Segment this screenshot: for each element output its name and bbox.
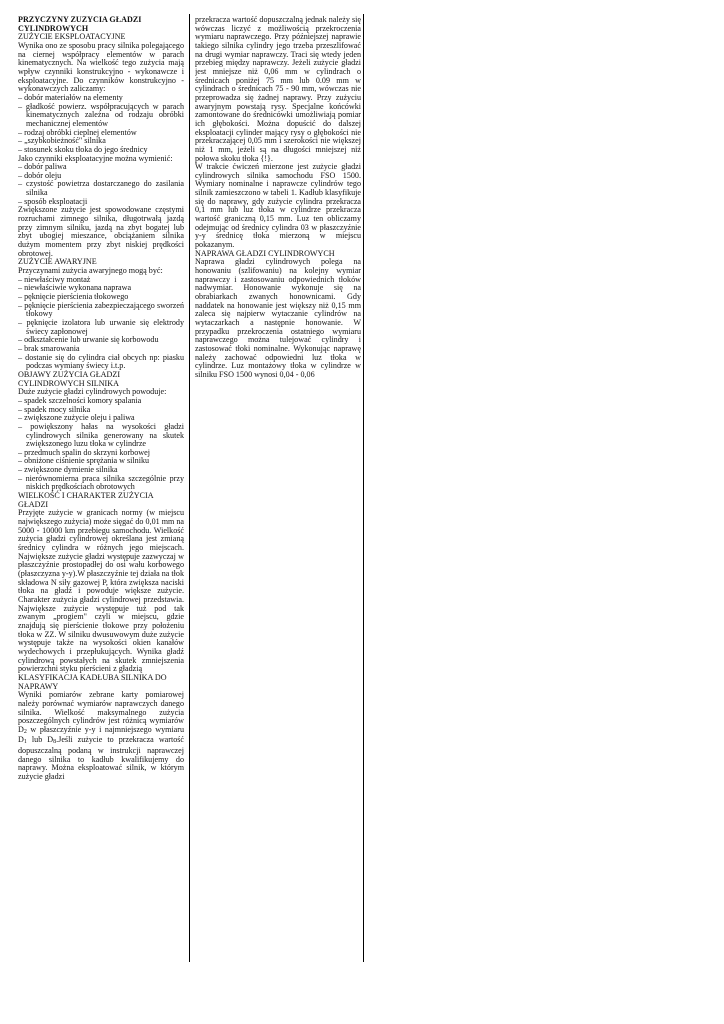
list-item: – odkształcenie lub urwanie się korbowodu: [18, 336, 184, 345]
list-item: – rodzaj obróbki cieplnej elementów: [18, 129, 184, 138]
section-heading: KLASYFIKACJA KADŁUBA SILNIKA DO NAPRAWY: [18, 672, 167, 691]
subscript: 2: [23, 728, 27, 735]
list-item: – czystość powietrza dostarczanego do zasilania silnika: [18, 180, 184, 197]
list-item: – przedmuch spalin do skrzyni korbowej: [18, 449, 184, 458]
paragraph: Jako czynniki eksploatacyjne można wymienić:: [18, 153, 173, 163]
text-run: Wyniki pomiarów zebrane karty pomiarowej należy porównać wymiarów naprawczych danego silnika. Wielkość maksymalnego zużycia poszczególnych cylindrów jest różnicą wymiarów D: [18, 690, 184, 734]
text-run: .Jeśli zużycie to przekracza wartość dopuszczalną podaną w instrukcji naprawczej danego silnika to kadłub kwalifikujemy do naprawy. Można eksploatować silnik, w którym zużycie gładzi: [18, 735, 184, 782]
list-item: – powiększony hałas na wysokości gładzi cylindrowych silnika generowany na skutek zwiększonego luzu tłoka w cylindrze: [18, 423, 184, 449]
list-item: – spadek szczelności komory spalania: [18, 397, 184, 406]
list-item: – sposób eksploatacji: [18, 198, 184, 207]
list-item: – pęknięcie izolatora lub urwanie się elektrody świecy zapłonowej: [18, 319, 184, 336]
list-item: – nierównomierna praca silnika szczególnie przy niskich prędkościach obrotowych: [18, 475, 184, 492]
paragraph: Wynika ono ze sposobu pracy silnika polegającego na ciernej współpracy elementów w parach kinematycznych. Na wielkość tego zużycia mają wpływ czynniki konstrukcyjno - wykonawcze i eksploatacyjne. Do czynników konstrukcyjno - wykonawczych zaliczamy:: [18, 40, 184, 94]
list-item: – dobór paliwa: [18, 163, 184, 172]
list-item: – niewłaściwie wykonana naprawa: [18, 284, 184, 293]
list-item: – dobór materiałów na elementy: [18, 94, 184, 103]
text-column-left: [18, 16, 184, 961]
list-item: – dobór oleju: [18, 172, 184, 181]
column-rule-left: [189, 14, 190, 962]
paragraph: Przyjęte zużycie w granicach normy (w miejscu największego zużycia) może sięgać do 0,01 mm na 5000 - 10000 km przebiegu samochodu. Wielkość zużycia gładzi cylindrowej określana jest zmianą średnicy cylindra w różnych jego miejscach. Największe zużycie gładzi występuje zazwyczaj w płaszczyźnie prostopadłej do osi wału korbowego (płaszczyzna y-y).W płaszczyźnie tej działa na tłok składowa N siły gazowej P, która zwiększa naciski tłoka na gładź i powoduje większe zużycie. Charakter zużycia gładzi cylindrowej przedstawia. Największe zużycie występuje tuż pod tak zwanym „progiem" czyli w miejscu, gdzie znajdują się pierścienie tłokowe przy położeniu tłoka w ZZ. W silniku dwusuwowym duże zużycie występuje także na wysokości okien kanałów wydechowych i przepłukujących. Wynika gładź cylindrową powstałych na skutek zmniejszenia powierzchni styku pierścieni z gładzią: [18, 508, 184, 674]
list-item: – brak smarowania: [18, 345, 184, 354]
paragraph: Duże zużycie gładzi cylindrowych powoduje:: [18, 387, 167, 397]
paragraph: Zwiększone zużycie jest spowodowane częstymi rozruchami zimnego silnika, długotrwałą jazdą przy zimnym silniku, jazdą na zbyt bogatej lub zbyt ubogiej mieszance, obciążaniem silnika dużym momentem przy zbyt niskiej prędkości obrotowej.: [18, 205, 184, 258]
list-item: – zwiększone dymienie silnika: [18, 466, 184, 475]
subscript: 1: [23, 739, 27, 746]
list-item: – stosunek skoku tłoka do jego średnicy: [18, 146, 184, 155]
list-item: – obniżone ciśnienie sprężania w silniku: [18, 457, 184, 466]
list-item: – „szybkobieżność" silnika: [18, 137, 184, 146]
paragraph: W trakcie ćwiczeń mierzone jest zużycie gładzi cylindrowych silnika samochodu FSO 1500. Wymiary nominalne i naprawcze cylindrów tego silnik zamieszczono w tabeli 1. Kadłub klasyfikuje się do naprawy, gdy zużycie cylindra przekracza 0,1 mm lub luz tłoka w cylindrze przekracza wartość graniczną 0,15 mm. Luz ten obliczamy odejmując od średnicy cylindra 03 w płaszczyźnie y-y średnicę tłoka mierzoną w miejscu pokazanym.: [195, 162, 361, 250]
paragraph: [18, 691, 184, 782]
list-item: – zwiększone zużycie oleju i paliwa: [18, 414, 184, 423]
section-heading: ZUŻYCIE EKSPLOATACYJNE: [18, 32, 126, 42]
section-heading: OBJAWY ZUŻYCIA GŁADZI CYLINDROWYCH SILNIKA: [18, 369, 121, 388]
section-heading: WIELKOŚĆ I CHARAKTER ZUŻYCIA GŁADZI: [18, 491, 154, 509]
text-run: w płaszczyźnie y-y i najmniejszego wymiaru D: [18, 724, 184, 745]
list-item: – gładkość powierz. współpracujących w parach kinematycznych zależna od rodzaju obróbki mechanicznej elementów: [18, 103, 184, 129]
section-heading: NAPRAWA GŁADZI CYLINDROWYCH: [195, 248, 335, 258]
subscript: 8: [53, 739, 57, 746]
section-heading: ZUŻYCIE AWARYJNE: [18, 257, 97, 267]
list-item: – pęknięcie pierścienia zabezpieczającego sworzeń tłokowy: [18, 302, 184, 319]
paragraph: przekracza wartość dopuszczalną jednak należy się wówczas liczyć z możliwością przekroczenia wymiaru naprawczego. Przy późniejszej naprawie takiego silnika cylindry jego trzeba przeszlifować na drugi wymiar naprawczy. Traci się wtedy jeden przebieg między naprawczy. Jeżeli zużycie gładzi jest mniejsze niż 0,06 mm w cylindrach o średnicach poniżej 75 mm lub 0.09 mm w cylindrach o średnicach 75 - 90 mm, wówczas nie przeprowadza się żadnej naprawy. Przy zużyciu awaryjnym powstają rysy. Specjalne końcówki zamontowane do średnicówki umożliwiają pomiar ich głębokości. Można dopuścić do dalszej eksploatacji cylinder mający rysy o głębokości nie przekraczającej 0,05 mm i szerokości nie większej niż 1 mm, jeżeli są na długości mniejszej niż połowa skoku tłoka {!}.: [195, 16, 361, 163]
text-column-right: [195, 16, 361, 486]
section-heading: PRZYCZYNY ZUŻYCIA GŁADZI CYLINDROWYCH: [18, 16, 142, 33]
list-item: – spadek mocy silnika: [18, 406, 184, 415]
list-item: – dostanie się do cylindra ciał obcych np: piasku podczas wymiany świecy i.t.p.: [18, 354, 184, 371]
paragraph: Naprawa gładzi cylindrowych polega na honowaniu (szlifowaniu) na kolejny wymiar naprawczy i zastosowaniu odpowiednich tłoków nadwymiar. Honowanie wykonuje się na obrabiarkach zwanych honownicami. Gdy naddatek na honowanie jest większy niż 0,15 mm zaleca się najpierw wytaczanie cylindrów na wytaczarkach a następnie honowanie. W przypadku przekroczenia ostatniego wymiaru naprawczego można tulejować cylindry i zastosować tłoki nominalne. Wykonując naprawę należy zachować odpowiedni luz tłoka w cylindrze. Luz montażowy tłoka w cylindrze w silniku FSO 1500 wynosi 0,04 - 0,06: [195, 257, 361, 379]
list-item: – pęknięcie pierścienia tłokowego: [18, 293, 184, 302]
paragraph: Przyczynami zużycia awaryjnego mogą być:: [18, 266, 163, 276]
list-item: – niewłaściwy montaż: [18, 276, 184, 285]
column-rule-right: [363, 14, 364, 962]
text-run: lub D: [26, 735, 54, 745]
